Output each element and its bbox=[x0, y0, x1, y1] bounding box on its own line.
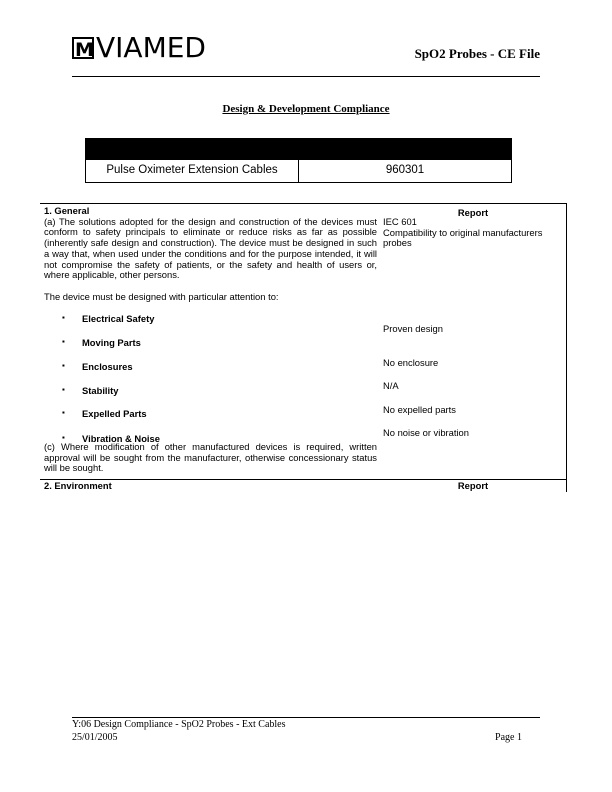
footer-file: Y:06 Design Compliance - SpO2 Probes - Ext Cables bbox=[72, 719, 286, 730]
compliance-table bbox=[40, 203, 567, 492]
report-a bbox=[383, 217, 563, 249]
section-heading-general: 1. General bbox=[44, 205, 90, 216]
report-value: Proven design bbox=[383, 323, 443, 334]
report-a-line: Compatibility to original manufacturers probes bbox=[383, 226, 543, 249]
report-value: No expelled parts bbox=[383, 404, 456, 415]
list-item: ▪ Electrical Safety bbox=[62, 313, 154, 324]
report-heading: Report bbox=[457, 480, 489, 491]
viamed-logo-mark-icon bbox=[72, 37, 94, 59]
report-heading: Report bbox=[457, 207, 489, 218]
product-code: 960301 bbox=[385, 164, 425, 176]
report-value: No enclosure bbox=[383, 357, 439, 368]
list-item: ▪ Enclosures bbox=[62, 361, 133, 372]
header-title: SpO2 Probes - CE File bbox=[414, 46, 540, 61]
general-section bbox=[44, 206, 377, 302]
product-name: Pulse Oximeter Extension Cables bbox=[86, 160, 299, 182]
paragraph-c: (c) Where modification of other manufactured devices is required, written approval will be sought from the manufacturer, otherwise concessionary status will be sought. bbox=[44, 441, 377, 474]
header-divider bbox=[72, 76, 540, 77]
viamed-logo: M VIAMED bbox=[72, 33, 206, 63]
list-item: ▪ Stability bbox=[62, 385, 118, 396]
product-table-header bbox=[85, 138, 512, 160]
report-value: N/A bbox=[383, 380, 399, 391]
list-item: ▪ Vibration & Noise bbox=[62, 433, 160, 444]
paragraph-b: The device must be designed with particular attention to: bbox=[44, 290, 279, 302]
list-item: ▪ Expelled Parts bbox=[62, 408, 147, 419]
paragraph-a: (a) The solutions adopted for the design and construction of the devices must conform to safety principals to eliminate or reduce risks as far as possible (inherently safe design and construction). The device must be designed in such a way that, when used under the conditions and for the purpose intended, it will not compromise the safety of patients, or the safety and health of users or, where applicable, other persons. bbox=[44, 215, 377, 281]
product-table bbox=[85, 138, 512, 183]
document-title: Design & Development Compliance bbox=[222, 103, 390, 115]
footer-date: 25/01/2005 bbox=[72, 732, 118, 743]
list-item: ▪ Moving Parts bbox=[62, 337, 141, 348]
report-value: No noise or vibration bbox=[383, 427, 469, 438]
page-number: Page 1 bbox=[495, 732, 522, 743]
footer-divider bbox=[72, 717, 540, 718]
section-heading-environment: 2. Environment bbox=[44, 480, 112, 491]
report-a-line: IEC 601 bbox=[383, 216, 417, 227]
product-row bbox=[85, 160, 512, 183]
